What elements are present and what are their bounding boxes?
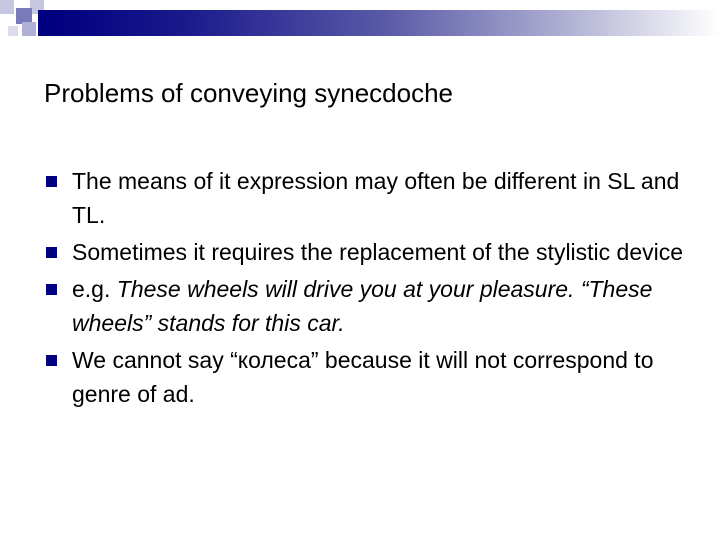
bullet-text: We cannot say “колеса” because it will not correspond to genre of ad. — [72, 347, 654, 407]
bullet-prefix: e.g. — [72, 276, 117, 302]
bullet-text: Sometimes it requires the replacement of the stylistic device — [72, 239, 684, 265]
bullet-text: The means of it expression may often be different in SL and TL. — [72, 168, 680, 228]
bullet-item — [44, 164, 684, 232]
slide-title: Problems of conveying synecdoche — [44, 78, 454, 108]
bullet-item — [44, 272, 684, 340]
bullet-item — [44, 343, 684, 411]
bullet-item — [44, 235, 684, 269]
decorative-square — [38, 10, 52, 36]
decorative-square — [8, 26, 18, 36]
square-bullet-icon — [46, 355, 57, 366]
gradient-bar — [52, 10, 720, 36]
square-bullet-icon — [46, 176, 57, 187]
top-decoration — [0, 0, 720, 40]
square-bullet-icon — [46, 284, 57, 295]
square-bullet-icon — [46, 247, 57, 258]
example-text: These wheels will drive you at your pleasure. “These wheels” stands for this car. — [72, 276, 653, 336]
decorative-square — [22, 22, 36, 36]
decorative-square — [0, 0, 14, 14]
bullet-list — [44, 164, 684, 414]
